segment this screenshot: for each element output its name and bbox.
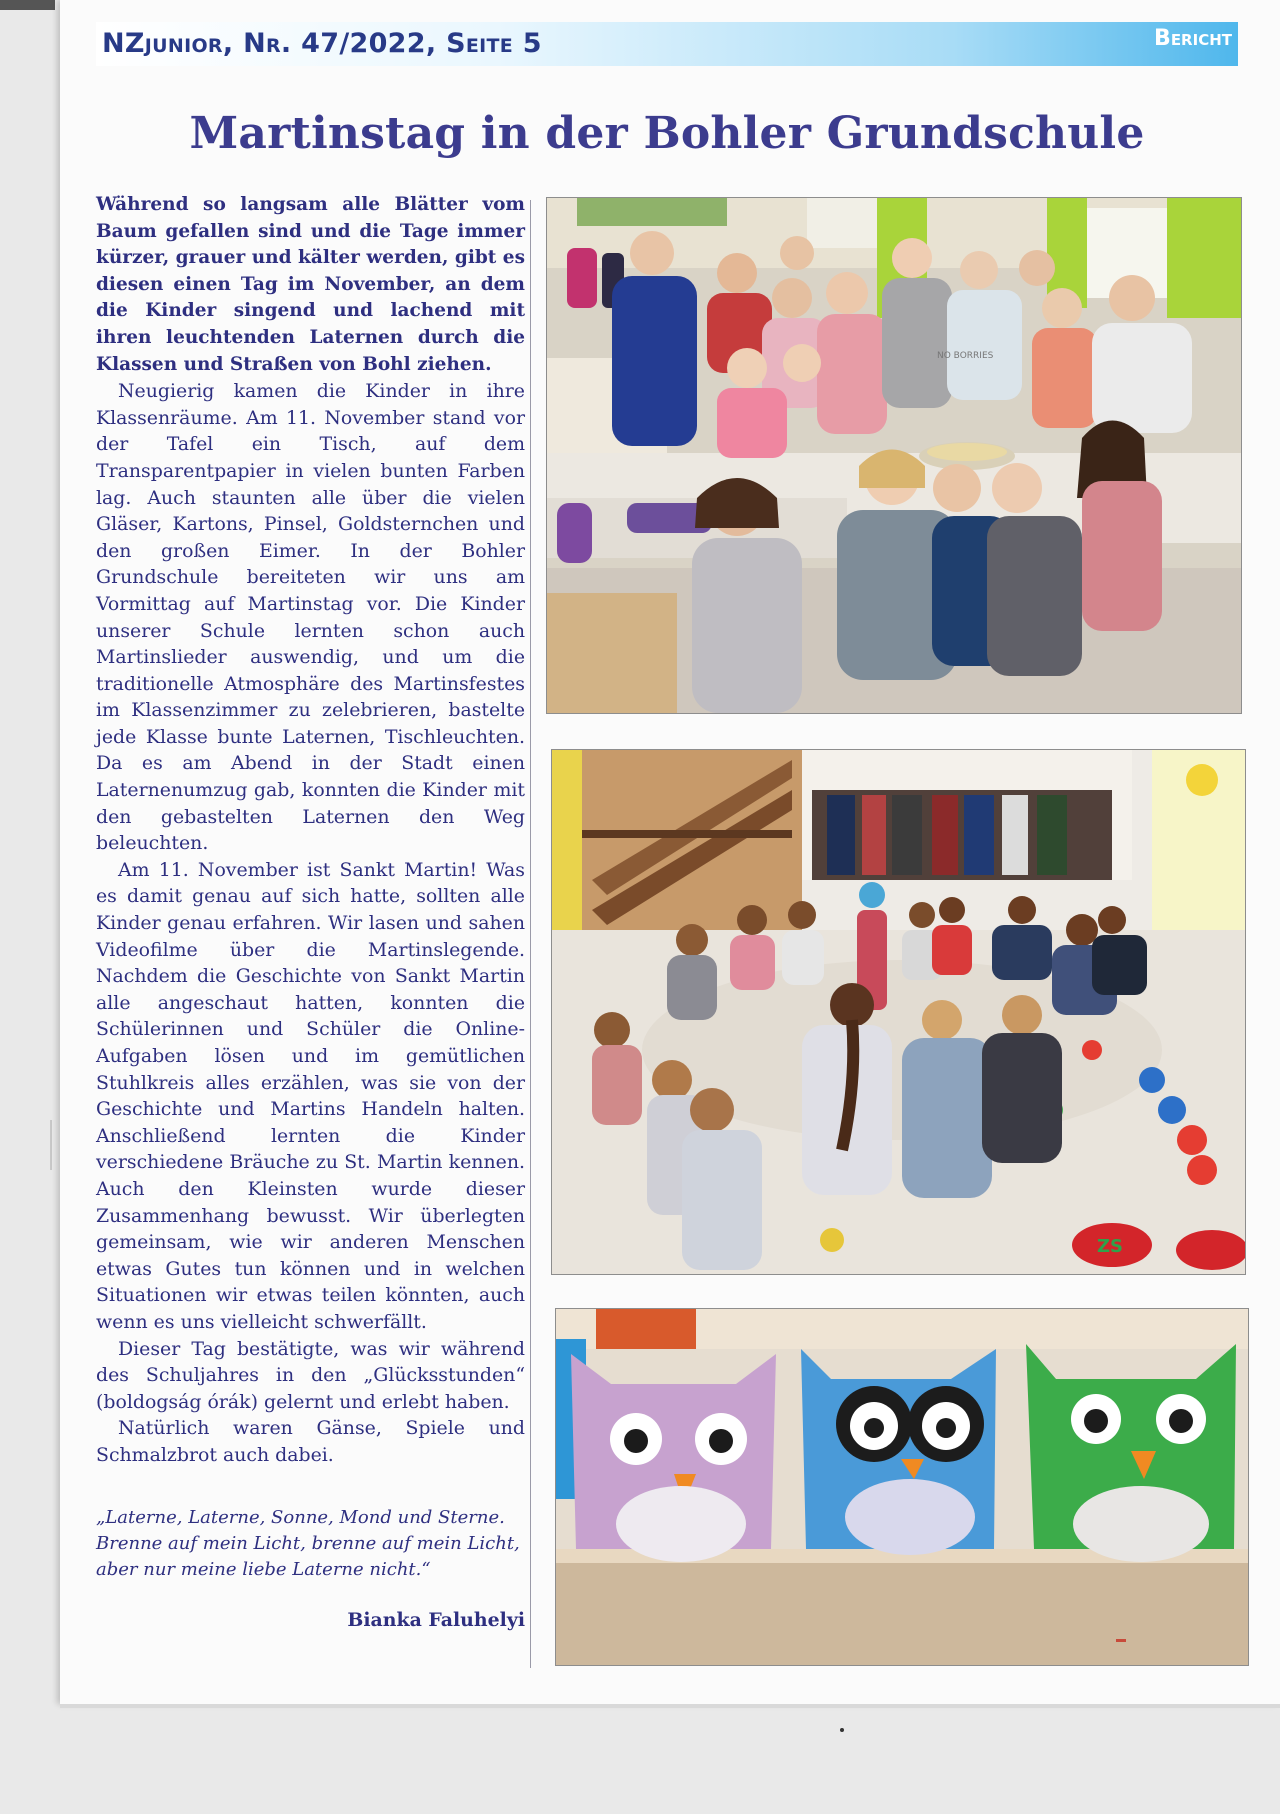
article-title: Martinstag in der Bohler Grundschule (189, 108, 1145, 159)
page-header-bar (96, 22, 1238, 66)
classroom-photo-illustration (547, 198, 1241, 713)
article-paragraph: Dieser Tag bestätigte, was wir während des Schuljahres in den „Glücksstunden“ (boldogság órák) gelernt und erlebt haben. (96, 1337, 525, 1413)
shirt-print: NO BORRIES (937, 351, 994, 361)
scan-speck (840, 1728, 844, 1732)
circle-photo-illustration (552, 750, 1245, 1274)
scan-edge (0, 0, 55, 10)
floor-marking: ZS (1097, 1236, 1124, 1257)
lantern-song-quote: „Laterne, Laterne, Sonne, Mond und Sterne. Brenne auf mein Licht, brenne auf mein Licht, aber nur meine liebe Laterne nicht.“ (96, 1506, 520, 1580)
photo-circle-of-children (551, 749, 1246, 1275)
scan-mark (50, 1120, 58, 1170)
page-edge (60, 1704, 1280, 1708)
photo-owl-lanterns (555, 1308, 1249, 1666)
article-intro: Während so langsam alle Blätter vom Baum gefallen sind und die Tage immer kürzer, grauer und kälter werden, gibt es diesen einen Tag im November, an dem die Kinder singend und lachend mit ihren leuchtenden Laternen durch die Klassen und Straßen von Bohl ziehen. (96, 194, 525, 375)
article-paragraph: Neugierig kamen die Kinder in ihre Klassenräume. Am 11. November stand vor der Tafel ein Tisch, auf dem Transparentpapier in vielen bunten Farben lag. Auch staunten alle über die vielen Gläser, Kartons, Pinsel, Goldsternchen und den großen Eimer. In der Bohler Grundschule bereiteten wir uns am Vormittag auf Martinstag vor. Die Kinder unserer Schule lernten schon auch Martinslieder auswendig, und um die traditionelle Atmosphäre des Martinsfestes im Klassenzimmer zu zelebrieren, bastelte jede Klasse bunte Laternen, Tischleuchten. Da es am Abend in der Stadt einen Laternenumzug gab, konnten die Kinder mit den gebastelten Laternen den Weg beleuchten. (96, 380, 525, 855)
owl-lanterns-illustration (556, 1309, 1248, 1665)
article-paragraph: Natürlich waren Gänse, Spiele und Schmalzbrot auch dabei. (96, 1417, 525, 1466)
photo-classroom-children (546, 197, 1242, 714)
issue-label: NZjunior, Nr. 47/2022, Seite 5 (102, 28, 542, 59)
column-divider (530, 200, 531, 1668)
article-text-column (96, 192, 525, 1633)
section-label: Bericht (1154, 26, 1232, 51)
article-paragraph: Am 11. November ist Sankt Martin! Was es damit genau auf sich hatte, sollten alle Kinder genau erfahren. Wir lasen und sahen Videofilme über die Martinslegende. Nachdem die Geschichte von Sankt Martin alle angeschaut hatten, konnten die Schülerinnen und Schüler die Online-Aufgaben lösen und im gemütlichen Stuhlkreis alles erzählen, was sie von der Geschichte und Martins Handeln halten. Anschließend lernten die Kinder verschiedene Bräuche zu St. Martin kennen. Auch den Kleinsten wurde dieser Zusammenhang bewusst. Wir überlegten gemeinsam, wie wir anderen Menschen etwas Gutes tun können und in welchen Situationen wir etwas teilen könnten, auch wenn es uns vielleicht schwerfällt. (96, 858, 525, 1333)
article-author: Bianka Faluhelyi (347, 1608, 525, 1631)
